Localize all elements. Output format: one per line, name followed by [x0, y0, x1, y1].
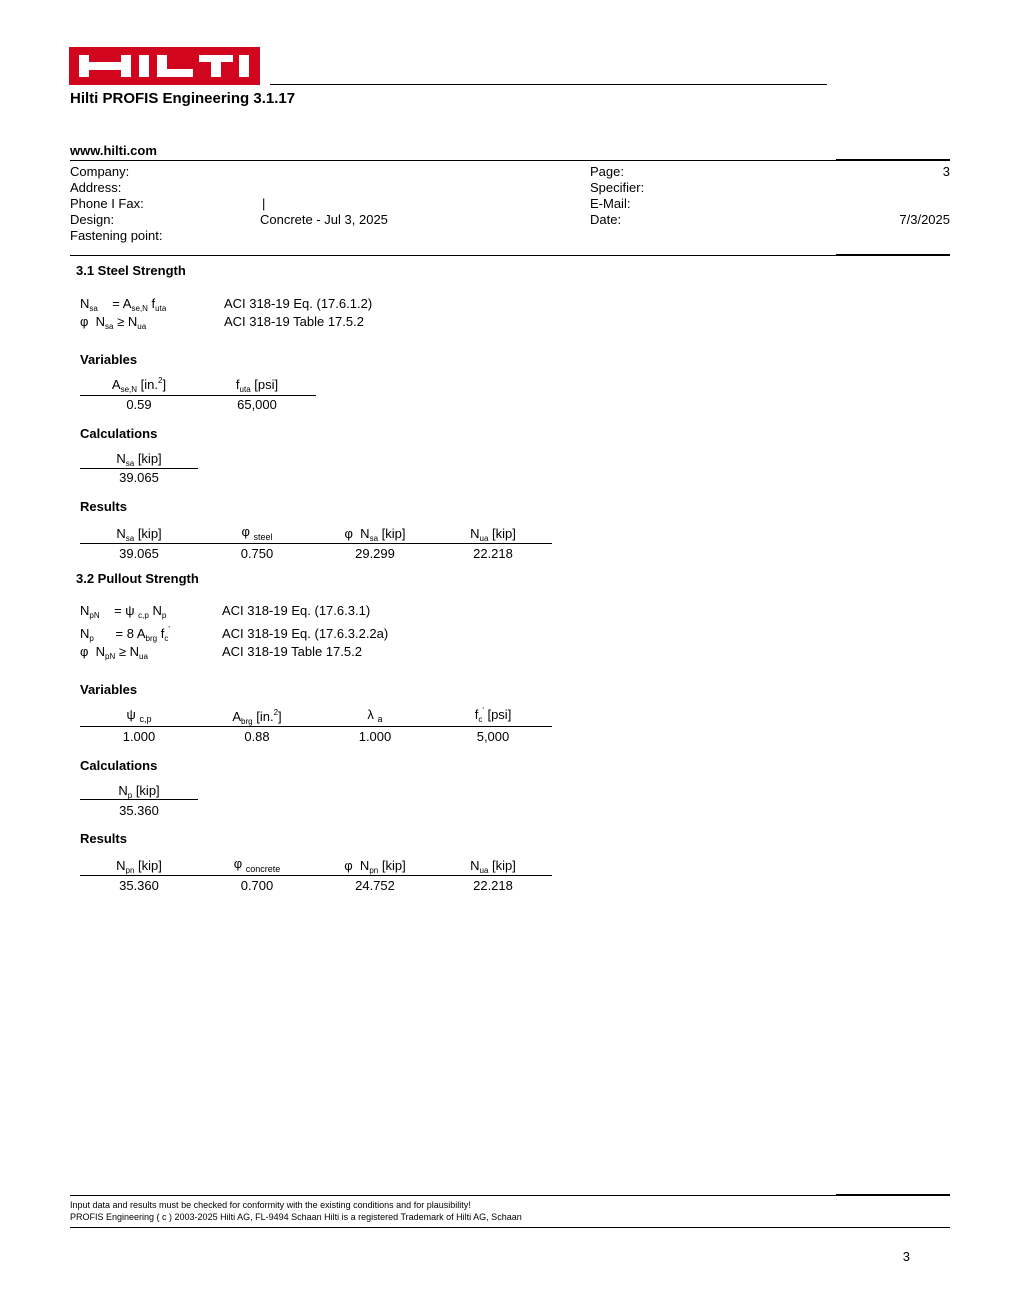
- page-label: Page:: [590, 164, 624, 179]
- steel-res-header-phi: φ $_{steel}$: [241, 524, 273, 542]
- steel-res-value-phinsa: 29.299: [355, 546, 395, 561]
- fastening-point-label: Fastening point:: [70, 228, 163, 243]
- pullout-res-header-phi: φ $_{concrete}$: [233, 856, 281, 874]
- phone-separator: |: [262, 196, 266, 211]
- section-heading-pullout: 3.2 Pullout Strength: [76, 571, 199, 586]
- pullout-res-value-npn: 35.360: [119, 878, 159, 893]
- page-value: 3: [942, 164, 950, 179]
- footer-disclaimer: Input data and results must be checked for conformity with the existing conditions and for plausibility!: [70, 1200, 471, 1210]
- pullout-res-header-npn: $N_{pn}$ [kip]: [116, 858, 162, 875]
- pullout-var-value-fc: 5,000: [476, 729, 510, 744]
- steel-res-value-nsa: 39.065: [119, 546, 159, 561]
- pullout-equation-1-ref: ACI 318-19 Eq. (17.6.3.1): [222, 603, 371, 618]
- steel-equation-1: $N_{sa}$ = $A_{se,N}$ $f_{uta}$: [80, 296, 167, 313]
- steel-var-header-area: $A_{se,N}$ [in.$^2$]: [111, 376, 167, 394]
- pullout-var-value-lambda: 1.000: [358, 729, 392, 744]
- steel-calc-rule: [80, 468, 198, 469]
- info-bottom-rule: [70, 255, 950, 256]
- steel-var-rule: [80, 395, 316, 396]
- footer-top-rule-accent: [836, 1194, 950, 1196]
- pullout-res-rule: [80, 875, 552, 876]
- footer-copyright: PROFIS Engineering ( c ) 2003-2025 Hilti AG, FL-9494 Schaan Hilti is a registered Trademark of Hilti AG, Schaan: [70, 1212, 522, 1222]
- website-link[interactable]: www.hilti.com: [70, 143, 157, 158]
- steel-calc-header-nsa: $N_{sa}$ [kip]: [116, 451, 162, 468]
- address-label: Address:: [70, 180, 122, 195]
- info-top-rule: [70, 160, 950, 161]
- pullout-res-header-phinpn: φ $N_{pn}$ [kip]: [344, 858, 406, 875]
- page-number: 3: [902, 1249, 910, 1264]
- pullout-var-value-psi: 1.000: [122, 729, 156, 744]
- pullout-calc-header-np: $N_p$ [kip]: [118, 783, 160, 800]
- pullout-var-header-psi: ψ $_{c,p}$: [126, 707, 152, 724]
- info-bottom-rule-accent: [836, 254, 950, 256]
- app-title: Hilti PROFIS Engineering 3.1.17: [70, 90, 296, 107]
- pullout-calc-rule: [80, 799, 198, 800]
- steel-res-value-nua: 22.218: [473, 546, 513, 561]
- pullout-calculations-heading: Calculations: [80, 758, 158, 773]
- steel-results-heading: Results: [80, 499, 127, 514]
- steel-equation-2: φ $N_{sa} \ge N_{ua}$: [80, 314, 147, 331]
- pullout-equation-2: $N_p$ = 8 $A_{brg}$ $f_c'$: [80, 625, 170, 643]
- pullout-calc-value-np: 35.360: [119, 803, 159, 818]
- pullout-var-value-abrg: 0.88: [244, 729, 270, 744]
- design-value: Concrete - Jul 3, 2025: [260, 212, 388, 227]
- pullout-var-header-abrg: $A_{brg}$ [in.$^2$]: [232, 708, 282, 726]
- steel-res-header-nua: $N_{ua}$ [kip]: [470, 526, 516, 543]
- date-label: Date:: [590, 212, 622, 227]
- steel-equation-2-ref: ACI 318-19 Table 17.5.2: [224, 314, 364, 329]
- pullout-res-header-nua: $N_{ua}$ [kip]: [470, 858, 516, 875]
- footer-top-rule: [70, 1195, 950, 1196]
- pullout-results-heading: Results: [80, 831, 127, 846]
- pullout-equation-2-ref: ACI 318-19 Eq. (17.6.3.2.2a): [222, 626, 389, 641]
- steel-var-value-area: 0.59: [126, 397, 152, 412]
- steel-variables-heading: Variables: [80, 352, 138, 367]
- design-label: Design:: [70, 212, 115, 227]
- pullout-equation-3: φ $N_{pN} \ge N_{ua}$: [80, 644, 148, 661]
- company-label: Company:: [70, 164, 130, 179]
- hilti-logo: [69, 47, 260, 85]
- steel-calc-value-nsa: 39.065: [119, 470, 159, 485]
- hilti-logo-mark: [69, 47, 260, 85]
- info-top-rule-accent: [836, 159, 950, 161]
- pullout-var-header-fc: $f_c'$ [psi]: [474, 706, 512, 724]
- section-heading-steel: 3.1 Steel Strength: [76, 263, 186, 278]
- pullout-res-value-phinpn: 24.752: [355, 878, 395, 893]
- steel-res-value-phi: 0.750: [240, 546, 274, 561]
- pullout-res-value-phi: 0.700: [240, 878, 274, 893]
- steel-res-header-nsa: $N_{sa}$ [kip]: [116, 526, 162, 543]
- pullout-equation-3-ref: ACI 318-19 Table 17.5.2: [222, 644, 362, 659]
- date-value: 7/3/2025: [899, 212, 950, 227]
- steel-equation-1-ref: ACI 318-19 Eq. (17.6.1.2): [224, 296, 373, 311]
- pullout-var-header-lambda: λ $_a$: [367, 707, 383, 724]
- logo-underline: [270, 84, 827, 85]
- footer-bottom-rule: [70, 1227, 950, 1228]
- specifier-label: Specifier:: [590, 180, 645, 195]
- steel-var-value-futa: 65,000: [237, 397, 277, 412]
- phone-label: Phone I Fax:: [70, 196, 144, 211]
- pullout-res-value-nua: 22.218: [473, 878, 513, 893]
- steel-var-header-futa: $f_{uta}$ [psi]: [235, 377, 279, 394]
- steel-res-rule: [80, 543, 552, 544]
- steel-res-header-phinsa: φ $N_{sa}$ [kip]: [344, 526, 406, 543]
- steel-calculations-heading: Calculations: [80, 426, 158, 441]
- pullout-variables-heading: Variables: [80, 682, 138, 697]
- pullout-var-rule: [80, 726, 552, 727]
- pullout-equation-1: $N_{pN}$ = ψ $_{c,p}$ $N_p$: [80, 603, 167, 620]
- email-label: E-Mail:: [590, 196, 631, 211]
